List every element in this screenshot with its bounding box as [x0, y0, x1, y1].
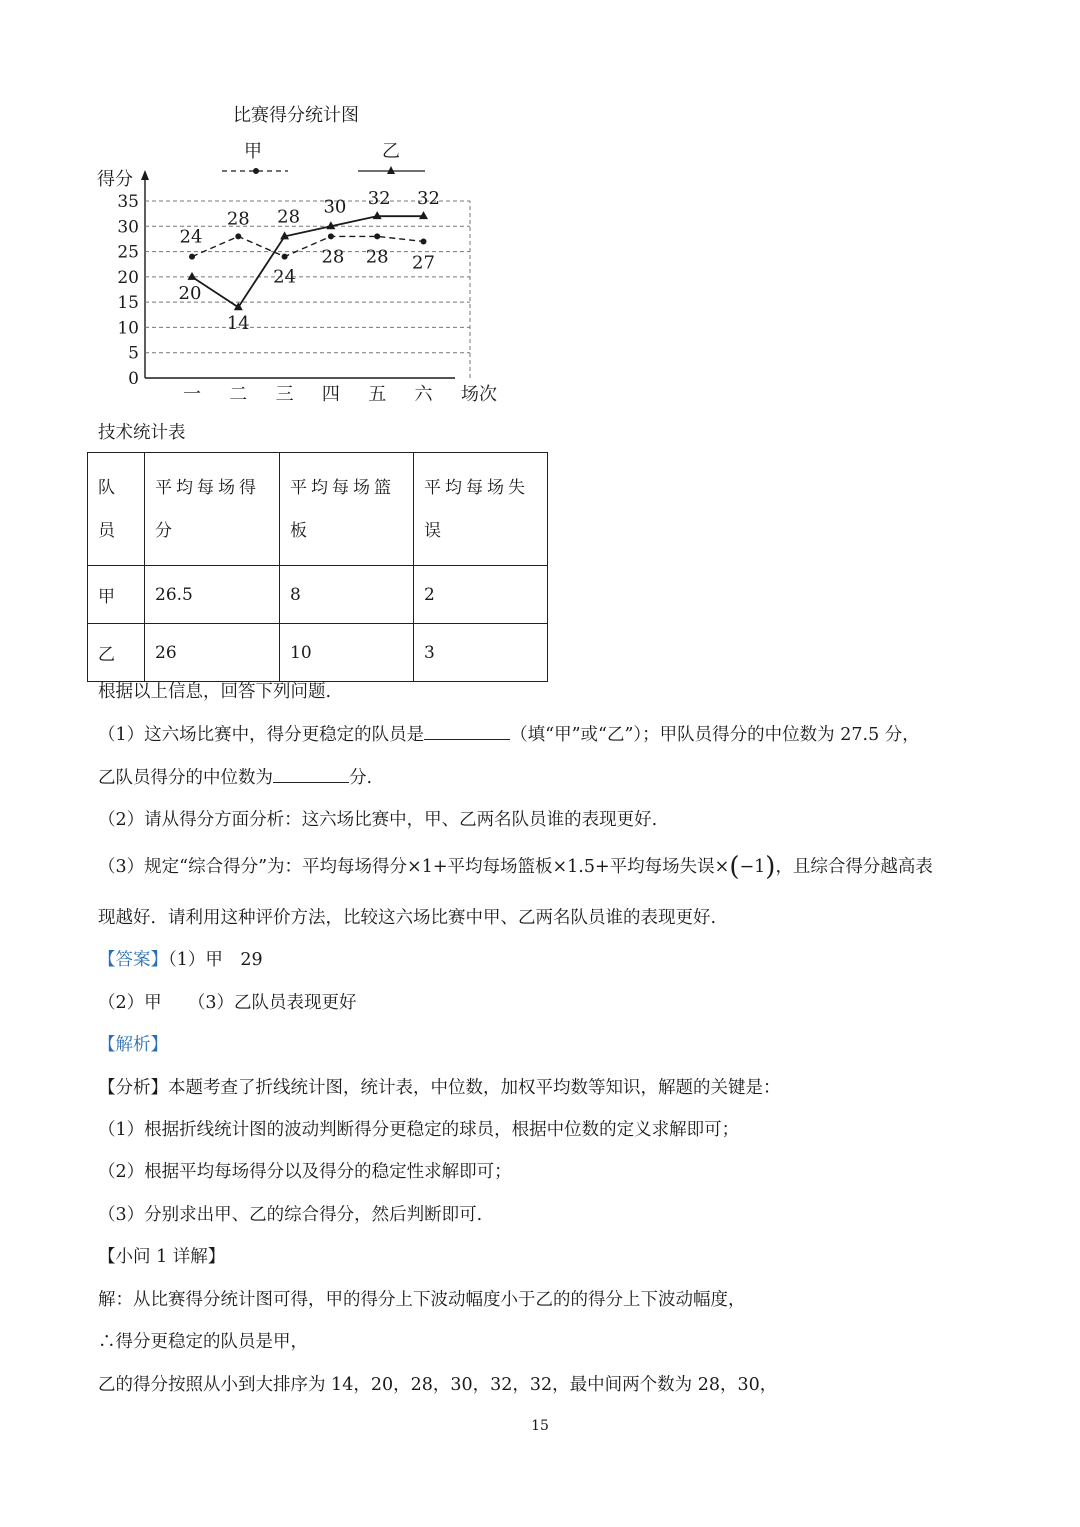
tech-stats-table: [87, 452, 548, 682]
y-tick-label: 5: [128, 343, 139, 364]
table-cell: 26: [145, 624, 280, 682]
analysis-point-1: （1）根据折线统计图的波动判断得分更稳定的球员，根据中位数的定义求解即可；: [98, 1120, 740, 1140]
data-point: [188, 272, 197, 280]
question-3-text: （3）规定“综合得分”为：平均每场得分×1+平均每场篮板×1.5+平均每场失误×: [98, 857, 730, 877]
series-line-0: [192, 236, 424, 256]
paren-close: ): [765, 852, 776, 882]
data-point: [421, 238, 427, 244]
page-number: 15: [531, 1418, 549, 1434]
x-tick-label: 四: [321, 384, 340, 405]
intro-text: 根据以上信息，回答下列问题.: [98, 682, 332, 702]
question-1-line2-unit: 分.: [349, 768, 373, 788]
y-axis-arrow: [141, 170, 149, 180]
y-tick-label: 0: [128, 369, 139, 389]
data-point: [235, 233, 241, 239]
question-2: （2）请从得分方面分析：这六场比赛中，甲、乙两名队员谁的表现更好.: [98, 810, 658, 830]
analysis-point-2: （2）根据平均每场得分以及得分的稳定性求解即可；: [98, 1162, 512, 1182]
question-1-text: （1）这六场比赛中，得分更稳定的队员是: [98, 725, 425, 745]
data-point: [373, 211, 382, 219]
question-1-line2-text: 乙队员得分的中位数为: [98, 768, 273, 788]
question-3-text-cont: ，且综合得分越高表: [775, 857, 933, 877]
y-tick-label: 35: [117, 192, 139, 212]
legend-label-jia: 甲: [244, 141, 262, 162]
data-label: 24: [179, 226, 203, 248]
table-cell: 10: [280, 624, 414, 682]
table-cell: 2: [414, 566, 548, 624]
x-tick-label: 五: [368, 384, 387, 405]
chart-title: 比赛得分统计图: [233, 105, 359, 126]
y-tick-label: 20: [117, 267, 139, 288]
y-tick-label: 25: [117, 242, 139, 263]
detail-line-2: ∴得分更稳定的队员是甲，: [98, 1332, 308, 1352]
detail-tag: 【小问 1 详解】: [98, 1247, 226, 1267]
answer-1: （1）甲 29: [168, 950, 263, 970]
x-axis-label: 场次: [461, 384, 497, 405]
header-text: 平均每场失: [424, 478, 529, 498]
x-tick-label: 六: [414, 384, 433, 405]
data-point: [189, 254, 195, 260]
analysis-point-3: （3）分别求出甲、乙的综合得分，然后判断即可.: [98, 1205, 483, 1225]
table-cell: 乙: [88, 624, 145, 682]
header-text: 误: [424, 521, 445, 541]
table-row: [88, 624, 548, 682]
table-cell: 26.5: [145, 566, 280, 624]
data-label: 14: [226, 313, 250, 335]
header-rebounds: [280, 453, 414, 566]
header-text: 队: [98, 478, 119, 498]
data-label: 30: [323, 196, 347, 218]
header-text: 平均每场篮: [290, 478, 395, 498]
question-3: [98, 852, 933, 882]
data-label: 28: [277, 206, 301, 228]
y-axis-label: 得分: [97, 169, 133, 190]
analysis-intro: 【分析】本题考查了折线统计图，统计表，中位数，加权平均数等知识，解题的关键是：: [98, 1078, 781, 1098]
legend-marker-yi: [387, 166, 395, 174]
label-layer: [179, 188, 440, 334]
data-label: 24: [273, 266, 297, 288]
legend-marker-jia: [253, 168, 259, 174]
negative-one: −1: [739, 857, 766, 877]
question-1: [98, 721, 920, 746]
score-line-chart: [90, 95, 520, 415]
table-cell: 3: [414, 624, 548, 682]
answer-blank: [273, 766, 349, 783]
answer-tag: 【答案】: [98, 950, 168, 970]
data-label: 28: [365, 246, 389, 268]
answer-blank: [424, 723, 510, 740]
data-label: 27: [412, 252, 435, 274]
header-text: 平均每场得: [155, 478, 260, 498]
detail-line-3: 乙的得分按照从小到大排序为 14，20，28，30，32，32，最中间两个数为 28，30，: [98, 1375, 778, 1395]
series-line-1: [192, 216, 424, 307]
data-label: 20: [178, 282, 202, 304]
data-label: 28: [321, 246, 345, 268]
table-cell: 8: [280, 566, 414, 624]
table-cell: 甲: [88, 566, 145, 624]
data-point: [419, 211, 428, 219]
x-tick-label: 一: [183, 384, 201, 405]
y-tick-label: 10: [117, 318, 139, 339]
header-text: 板: [290, 521, 311, 541]
tick-layer: [117, 192, 433, 405]
data-point: [374, 233, 380, 239]
answer-line-2: （2）甲 （3）乙队员表现更好: [98, 993, 357, 1013]
legend-label-yi: 乙: [382, 141, 400, 162]
table-caption: 技术统计表: [98, 423, 186, 443]
data-label: 32: [417, 188, 440, 210]
analysis-tag: 【解析】: [98, 1035, 168, 1055]
header-turnovers: [414, 453, 548, 566]
detail-line-1: 解：从比赛得分统计图可得，甲的得分上下波动幅度小于乙的的得分上下波动幅度，: [98, 1290, 746, 1310]
header-player: [88, 453, 145, 566]
legend: [222, 141, 425, 174]
table-row: [88, 566, 548, 624]
header-text: 分: [155, 521, 176, 541]
header-points: [145, 453, 280, 566]
paren-open: (: [729, 852, 740, 882]
x-tick-label: 二: [229, 384, 248, 405]
question-1-line2: [98, 764, 372, 789]
header-text: 员: [98, 521, 119, 541]
table-header-row: [88, 453, 548, 566]
answer-line-1: [98, 946, 263, 971]
y-tick-label: 15: [117, 293, 139, 314]
data-label: 32: [367, 188, 391, 210]
question-3-line2: 现越好．请利用这种评价方法，比较这六场比赛中甲、乙两名队员谁的表现更好.: [98, 908, 717, 928]
y-tick-label: 30: [117, 217, 139, 238]
question-1-text-cont: （填“甲”或“乙”）；甲队员得分的中位数为 27.5 分，: [510, 725, 920, 745]
data-point: [282, 254, 288, 260]
x-tick-label: 三: [275, 384, 294, 405]
data-label: 28: [226, 208, 250, 230]
data-point: [328, 233, 334, 239]
